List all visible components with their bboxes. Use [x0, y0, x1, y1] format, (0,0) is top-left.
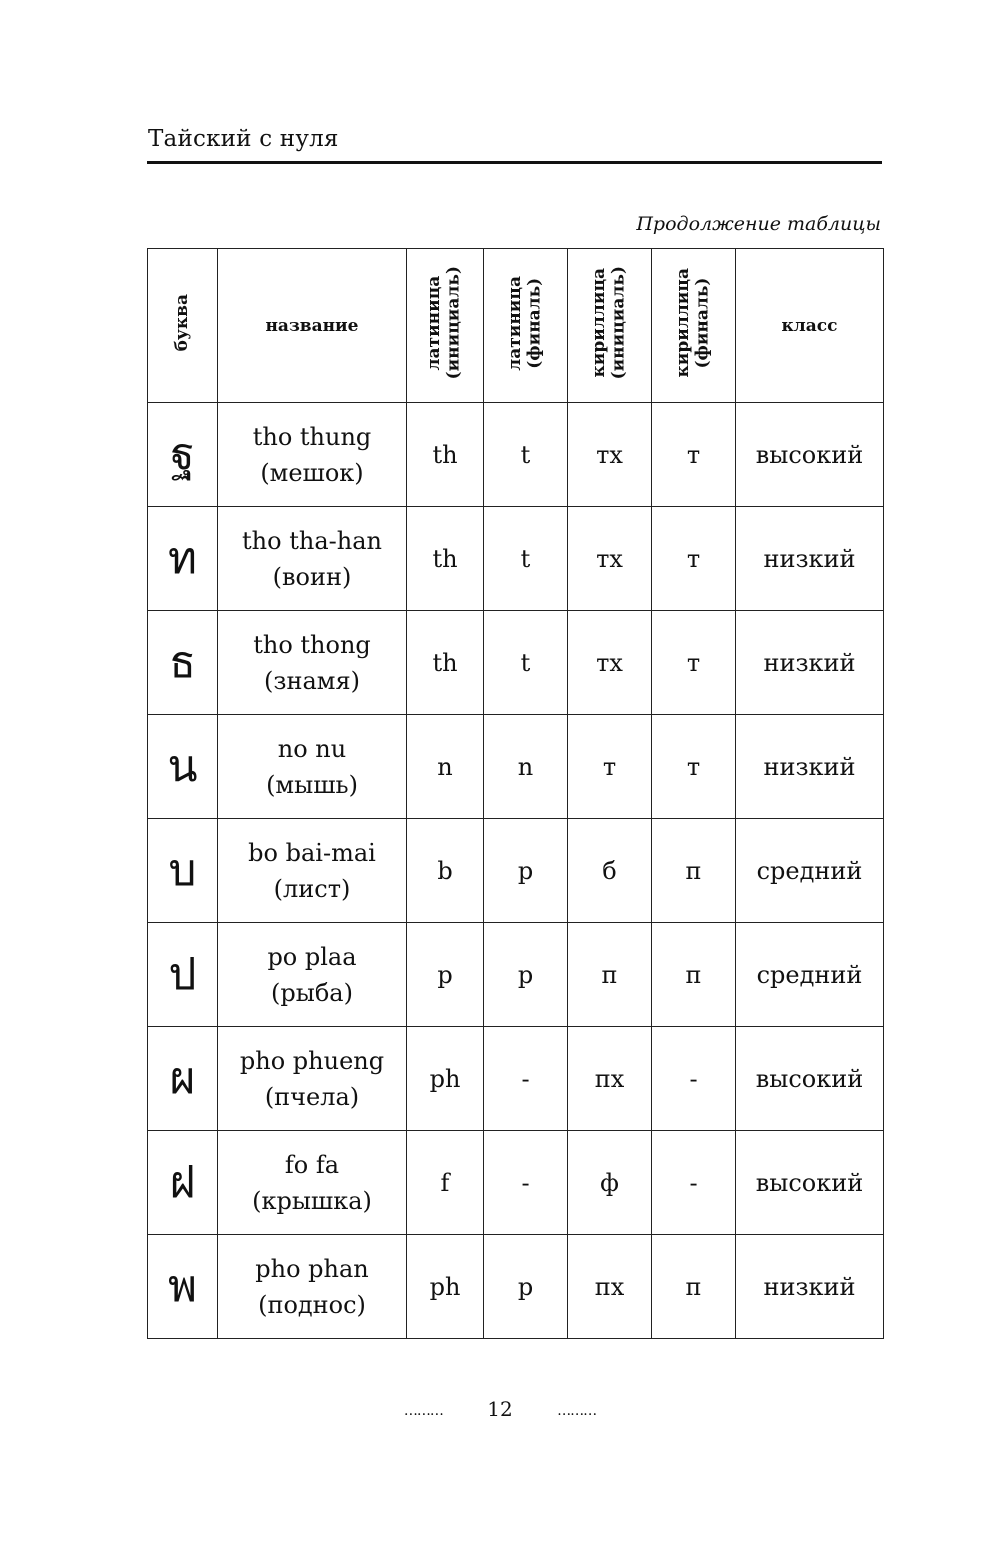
letter-meaning: (мешок) — [260, 458, 364, 487]
latin-initial-cell: f — [407, 1131, 484, 1235]
header-line: кириллица — [672, 268, 693, 378]
name-cell — [218, 1027, 407, 1131]
cyrillic-initial-cell: тх — [568, 611, 652, 715]
letter-meaning: (знамя) — [264, 666, 360, 695]
table-row — [148, 819, 884, 923]
header-latin-initial — [407, 249, 484, 403]
header-cyrillic-initial — [568, 249, 652, 403]
header-name — [218, 249, 407, 403]
letter-name: pho phueng — [239, 1046, 385, 1075]
letters-table — [147, 248, 884, 1339]
name-cell — [218, 1235, 407, 1339]
table-row — [148, 1235, 884, 1339]
letter-name: no nu — [277, 734, 347, 763]
header-cyrillic-initial-label — [590, 266, 629, 379]
thai-letter: พ — [167, 1260, 197, 1312]
cyrillic-initial-cell: пх — [568, 1235, 652, 1339]
class-cell: низкий — [736, 611, 884, 715]
running-head: Тайский с нуля — [148, 126, 339, 152]
thai-letter: ท — [167, 532, 197, 584]
header-rule — [147, 161, 882, 164]
class-cell: высокий — [736, 403, 884, 507]
letter-name: tho thung — [252, 422, 372, 451]
letter-name: pho phan — [255, 1254, 369, 1283]
page-number: 12 — [487, 1397, 513, 1421]
cyrillic-final-cell: т — [652, 715, 736, 819]
letter-cell — [148, 611, 218, 715]
latin-final-cell: p — [484, 819, 568, 923]
table-row — [148, 715, 884, 819]
letter-cell — [148, 403, 218, 507]
latin-initial-cell: th — [407, 611, 484, 715]
letter-cell — [148, 923, 218, 1027]
header-class — [736, 249, 884, 403]
header-latin-final-label — [506, 276, 545, 371]
table-row — [148, 1027, 884, 1131]
letter-meaning: (крышка) — [252, 1186, 372, 1215]
header-line: (инициаль) — [608, 266, 629, 380]
cyrillic-initial-cell: ф — [568, 1131, 652, 1235]
table-body — [148, 403, 884, 1339]
latin-initial-cell: ph — [407, 1027, 484, 1131]
header-line: (инициаль) — [444, 266, 464, 380]
cyrillic-final-cell: п — [652, 923, 736, 1027]
page-footer — [0, 1397, 1000, 1421]
table-row — [148, 1131, 884, 1235]
letter-meaning: (рыба) — [271, 978, 353, 1007]
letter-meaning: (воин) — [272, 562, 352, 591]
table-row — [148, 611, 884, 715]
latin-final-cell: - — [484, 1131, 568, 1235]
header-line: кириллица — [588, 268, 609, 378]
header-latin-initial-label — [425, 266, 464, 379]
latin-final-cell: t — [484, 611, 568, 715]
table-caption: Продолжение таблицы — [636, 213, 881, 235]
class-cell: средний — [736, 923, 884, 1027]
class-cell: низкий — [736, 1235, 884, 1339]
letter-cell — [148, 1027, 218, 1131]
class-cell: высокий — [736, 1027, 884, 1131]
header-line: латиница — [424, 275, 445, 371]
letter-meaning: (лист) — [273, 874, 351, 903]
class-cell: высокий — [736, 1131, 884, 1235]
latin-final-cell: t — [484, 403, 568, 507]
name-cell — [218, 611, 407, 715]
name-cell — [218, 403, 407, 507]
thai-letter: ธ — [169, 636, 196, 688]
latin-initial-cell: n — [407, 715, 484, 819]
letter-cell — [148, 819, 218, 923]
cyrillic-final-cell: т — [652, 507, 736, 611]
header-latin-final — [484, 249, 568, 403]
latin-final-cell: - — [484, 1027, 568, 1131]
table-row — [148, 507, 884, 611]
table-row — [148, 403, 884, 507]
letter-name: po plaa — [267, 942, 357, 971]
table-row — [148, 923, 884, 1027]
thai-letter: บ — [168, 844, 197, 896]
name-cell — [218, 1131, 407, 1235]
letter-name: fo fa — [284, 1150, 340, 1179]
cyrillic-initial-cell: п — [568, 923, 652, 1027]
letter-name: bo bai-mai — [248, 838, 376, 867]
cyrillic-initial-cell: тх — [568, 403, 652, 507]
cyrillic-initial-cell: пх — [568, 1027, 652, 1131]
name-cell — [218, 715, 407, 819]
letter-cell — [148, 507, 218, 611]
letter-cell — [148, 715, 218, 819]
letter-meaning: (мышь) — [266, 770, 358, 799]
class-cell: средний — [736, 819, 884, 923]
cyrillic-final-cell: п — [652, 1235, 736, 1339]
thai-letter: ฐ — [170, 428, 195, 480]
header-cyrillic-final-label — [674, 268, 713, 378]
cyrillic-final-cell: - — [652, 1027, 736, 1131]
thai-letter: น — [167, 740, 198, 792]
letter-cell — [148, 1235, 218, 1339]
header-line: (финаль) — [692, 277, 713, 369]
cyrillic-initial-cell: т — [568, 715, 652, 819]
thai-letter: ผ — [169, 1052, 196, 1104]
header-row — [148, 249, 884, 403]
name-cell — [218, 923, 407, 1027]
letter-cell — [148, 1131, 218, 1235]
header-line: латиница — [504, 275, 525, 371]
header-cyrillic-final — [652, 249, 736, 403]
cyrillic-initial-cell: тх — [568, 507, 652, 611]
footer-dots-left: ……… — [403, 1402, 443, 1419]
latin-initial-cell: th — [407, 507, 484, 611]
letter-name: tho tha-han — [242, 526, 382, 555]
cyrillic-final-cell: т — [652, 611, 736, 715]
header-line: (финаль) — [524, 277, 545, 369]
cyrillic-initial-cell: б — [568, 819, 652, 923]
header-letter-label: буква — [171, 294, 192, 352]
latin-initial-cell: th — [407, 403, 484, 507]
name-cell — [218, 819, 407, 923]
letter-meaning: (пчела) — [264, 1082, 360, 1111]
cyrillic-final-cell: т — [652, 403, 736, 507]
cyrillic-final-cell: п — [652, 819, 736, 923]
latin-initial-cell: b — [407, 819, 484, 923]
latin-initial-cell: p — [407, 923, 484, 1027]
latin-final-cell: t — [484, 507, 568, 611]
header-name-label: название — [265, 315, 359, 336]
latin-final-cell: p — [484, 923, 568, 1027]
cyrillic-final-cell: - — [652, 1131, 736, 1235]
header-letter — [148, 249, 218, 403]
latin-final-cell: n — [484, 715, 568, 819]
class-cell: низкий — [736, 507, 884, 611]
footer-dots-right: ……… — [557, 1402, 597, 1419]
letter-name: tho thong — [253, 630, 371, 659]
header-class-label: класс — [781, 315, 838, 336]
thai-letter: ฝ — [169, 1156, 196, 1208]
letter-meaning: (поднос) — [258, 1290, 366, 1319]
thai-letter: ป — [168, 948, 197, 1000]
name-cell — [218, 507, 407, 611]
latin-initial-cell: ph — [407, 1235, 484, 1339]
class-cell: низкий — [736, 715, 884, 819]
latin-final-cell: p — [484, 1235, 568, 1339]
